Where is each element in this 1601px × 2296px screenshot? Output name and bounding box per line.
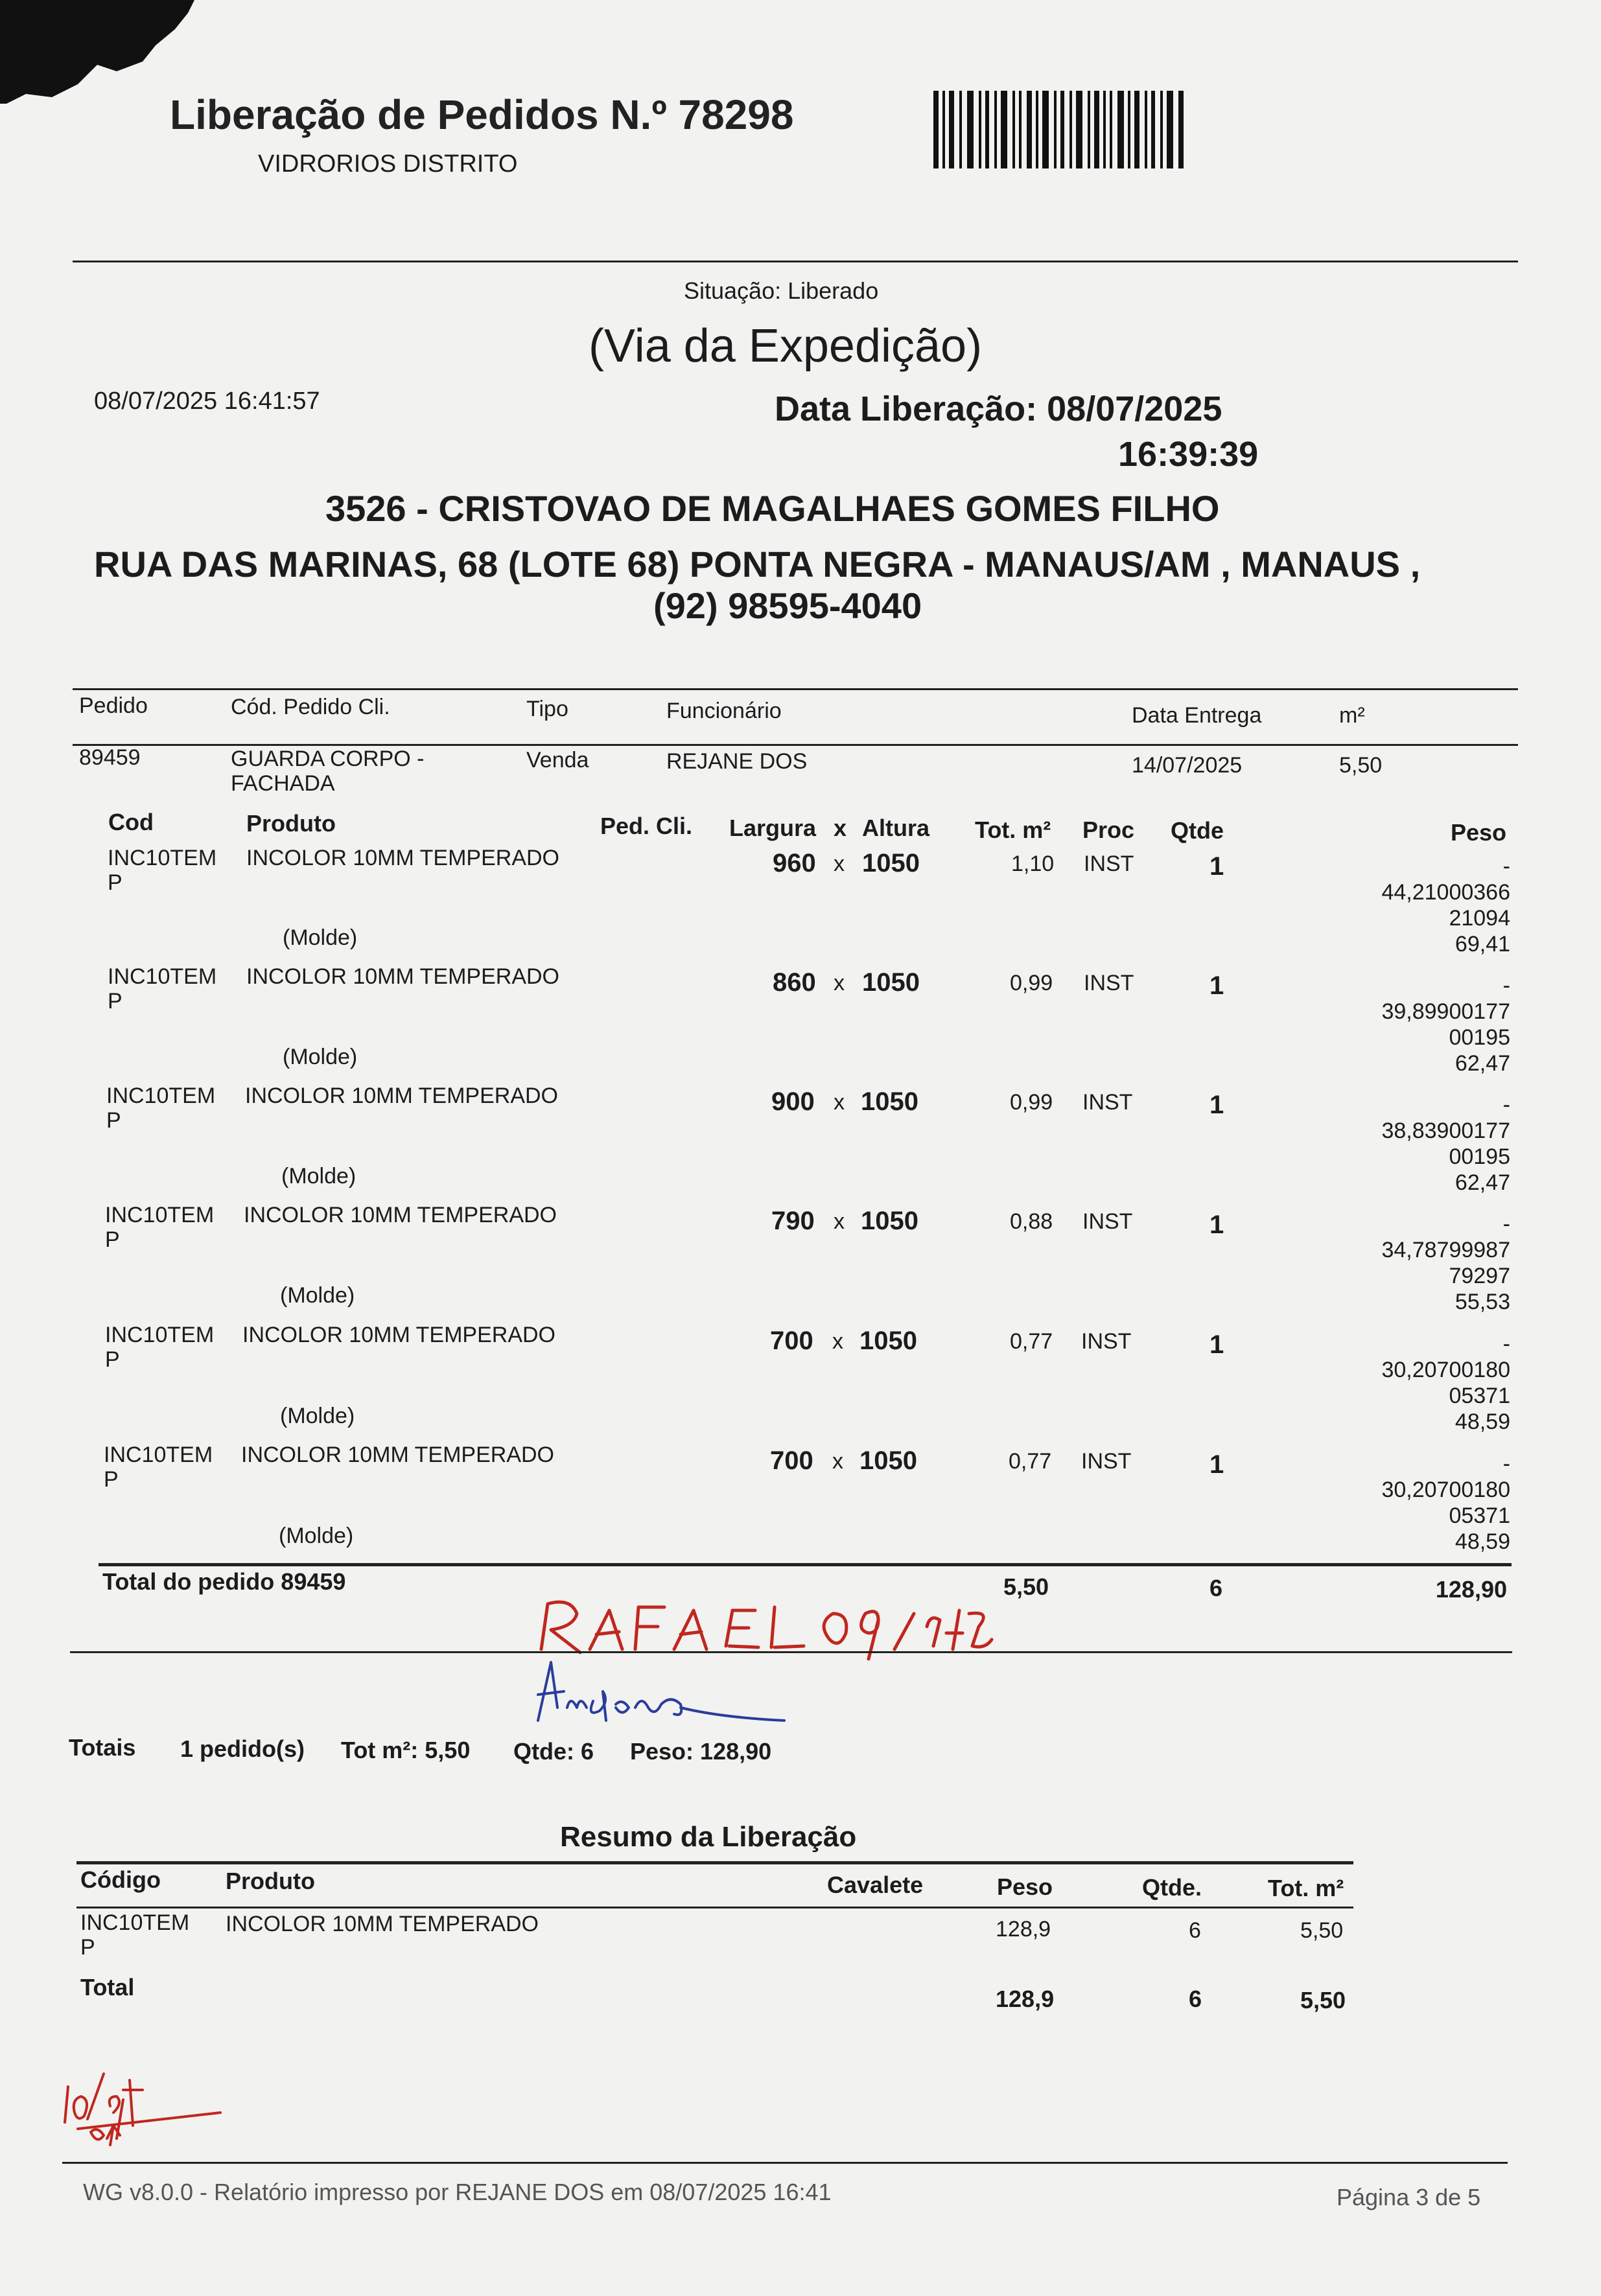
order-total-peso: 128,90 [1435,1576,1507,1603]
item-cod-line2: P [105,1227,120,1252]
footer-line [62,2162,1508,2164]
item-peso-line2: 79297 [1449,1264,1510,1288]
item-tot-m2: 0,77 [1010,1329,1053,1354]
handwritten-rafael-date [532,1588,998,1665]
summary-top-line [76,1861,1353,1864]
summary-total-qtde: 6 [1189,1986,1202,2012]
item-peso-dash: - [1502,973,1510,998]
item-peso-line3: 62,47 [1455,1170,1510,1195]
order-tipo: Venda [526,748,589,772]
summary-col-peso: Peso [997,1873,1053,1900]
page-title: Liberação de Pedidos N.º 78298 [170,91,794,138]
summary-col-codigo: Código [80,1866,161,1893]
item-cod-line1: INC10TEM [104,1443,213,1467]
items-col-produto: Produto [246,810,336,837]
company-name: VIDRORIOS DISTRITO [258,150,518,178]
client-address: RUA DAS MARINAS, 68 (LOTE 68) PONTA NEGRA - MANAUS/AM , MANAUS , [94,544,1421,585]
order-total-line [99,1563,1512,1566]
item-largura: 900 [771,1087,815,1116]
item-qtde: 1 [1210,1091,1224,1119]
item-cod-line1: INC10TEM [108,846,217,870]
summary-row-peso: 128,9 [996,1917,1051,1942]
item-produto: INCOLOR 10MM TEMPERADO [241,1443,555,1467]
order-number: 89459 [79,745,141,770]
item-cod-line2: P [104,1467,119,1492]
item-qtde: 1 [1210,1211,1224,1239]
totals-peso: Peso: 128,90 [630,1738,772,1765]
item-altura: 1050 [861,1087,918,1116]
item-qtde: 1 [1210,1450,1224,1479]
summary-row-qtde: 6 [1189,1918,1201,1943]
item-qtde: 1 [1210,971,1224,1000]
summary-total-label: Total [80,1974,135,2000]
item-peso-line2: 21094 [1449,906,1510,931]
item-largura: 860 [773,968,816,997]
barcode [933,91,1186,168]
summary-row-codigo-line1: INC10TEM [80,1910,190,1935]
item-peso-dash: - [1502,1332,1510,1356]
items-col-proc: Proc [1082,817,1135,843]
item-peso-line1: 34,78799987 [1381,1238,1510,1262]
item-tot-m2: 1,10 [1011,852,1055,876]
item-produto: INCOLOR 10MM TEMPERADO [242,1323,556,1347]
col-pedido: Pedido [79,693,148,718]
item-largura: 790 [771,1207,815,1235]
item-x: x [834,852,845,876]
header-divider [73,261,1518,262]
handwritten-check-note [52,2061,233,2151]
client-name: 3526 - CRISTOVAO DE MAGALHAES GOMES FILHO [325,488,1220,529]
item-peso-line1: 30,20700180 [1381,1478,1510,1502]
item-peso-line2: 05371 [1449,1384,1510,1408]
summary-row-codigo-line2: P [80,1935,95,1960]
item-peso-dash: - [1502,1212,1510,1236]
item-altura: 1050 [859,1327,917,1355]
item-proc: INST [1084,852,1134,876]
totals-m2: Tot m²: 5,50 [341,1737,471,1763]
summary-header-line [76,1907,1353,1908]
via-title: (Via da Expedição) [589,320,983,372]
item-altura: 1050 [859,1446,917,1475]
order-header-bottom-line [73,744,1518,746]
item-produto: INCOLOR 10MM TEMPERADO [246,846,560,870]
items-col-largura: Largura [729,815,817,841]
item-produto: INCOLOR 10MM TEMPERADO [244,1203,557,1227]
item-peso-line3: 55,53 [1455,1290,1510,1314]
print-datetime: 08/07/2025 16:41:57 [94,388,320,415]
totals-qtde: Qtde: 6 [513,1738,594,1765]
footer-printed-by: WG v8.0.0 - Relatório impresso por REJANE DOS em 08/07/2025 16:41 [83,2179,832,2205]
item-molde: (Molde) [283,925,358,950]
summary-col-tot-m2: Tot. m² [1268,1875,1344,1901]
item-x: x [832,1329,843,1354]
item-cod-line2: P [106,1108,121,1133]
torn-corner [0,0,194,104]
status-text: Situação: Liberado [684,277,879,304]
item-peso-line1: 38,83900177 [1381,1119,1510,1143]
totals-pedidos: 1 pedido(s) [180,1735,305,1762]
item-proc: INST [1082,1090,1133,1115]
handwriting-divider [70,1651,1512,1653]
item-tot-m2: 0,99 [1010,1090,1053,1115]
cod-pedido-cli-line2: FACHADA [231,771,335,796]
order-funcionario: REJANE DOS [666,749,808,774]
footer-page-number: Página 3 de 5 [1337,2184,1481,2210]
summary-title: Resumo da Liberação [560,1821,857,1853]
item-proc: INST [1081,1329,1132,1354]
cod-pedido-cli-line1: GUARDA CORPO - [231,747,425,771]
item-peso-line3: 62,47 [1455,1051,1510,1076]
item-peso-line1: 44,21000366 [1381,880,1510,905]
item-tot-m2: 0,99 [1010,971,1053,995]
item-qtde: 1 [1210,852,1224,881]
item-peso-line2: 00195 [1449,1144,1510,1169]
item-altura: 1050 [862,849,920,877]
item-proc: INST [1082,1209,1133,1234]
item-altura: 1050 [862,968,920,997]
item-altura: 1050 [861,1207,918,1235]
item-produto: INCOLOR 10MM TEMPERADO [246,964,560,989]
col-data-entrega: Data Entrega [1132,703,1262,728]
col-m2: m² [1339,703,1365,728]
item-cod-line1: INC10TEM [108,964,217,989]
release-date: Data Liberação: 08/07/2025 [775,389,1222,428]
order-header-top-line [73,688,1518,690]
order-total-qtde: 6 [1210,1575,1223,1601]
order-total-m2: 5,50 [1003,1573,1049,1600]
totals-label: Totais [69,1734,136,1761]
item-largura: 700 [770,1446,813,1475]
item-peso-line3: 48,59 [1455,1409,1510,1434]
item-proc: INST [1084,971,1134,995]
item-x: x [832,1449,843,1474]
item-peso-line3: 48,59 [1455,1529,1510,1554]
item-peso-line2: 00195 [1449,1025,1510,1050]
items-col-peso: Peso [1451,819,1507,846]
col-tipo: Tipo [526,697,568,721]
item-molde: (Molde) [280,1283,355,1308]
summary-col-qtde: Qtde. [1142,1874,1202,1901]
items-col-altura: Altura [862,815,930,841]
item-cod-line2: P [108,870,123,895]
col-funcionario: Funcionário [666,699,782,723]
summary-row-produto: INCOLOR 10MM TEMPERADO [226,1912,539,1936]
items-col-tot-m2: Tot. m² [975,817,1051,843]
item-x: x [834,1209,845,1234]
items-col-ped-cli: Ped. Cli. [600,813,693,839]
item-qtde: 1 [1210,1330,1224,1359]
items-col-cod: Cod [108,809,154,835]
item-cod-line2: P [105,1347,120,1372]
item-peso-line3: 69,41 [1455,932,1510,957]
item-cod-line1: INC10TEM [105,1323,215,1347]
item-cod-line2: P [108,989,123,1014]
col-cod-pedido-cli: Cód. Pedido Cli. [231,695,390,719]
item-x: x [834,1090,845,1115]
item-cod-line1: INC10TEM [105,1203,215,1227]
item-tot-m2: 0,77 [1009,1449,1052,1474]
client-phone: (92) 98595-4040 [653,585,922,626]
item-x: x [834,971,845,995]
item-peso-line1: 30,20700180 [1381,1358,1510,1382]
items-col-x: x [834,815,847,841]
item-molde: (Molde) [279,1524,354,1548]
summary-row-tot-m2: 5,50 [1300,1918,1344,1943]
item-molde: (Molde) [280,1404,355,1428]
summary-total-peso: 128,9 [996,1986,1055,2012]
item-peso-line1: 39,89900177 [1381,999,1510,1024]
item-molde: (Molde) [283,1045,358,1069]
order-m2: 5,50 [1339,753,1383,778]
summary-col-cavalete: Cavalete [827,1872,924,1898]
item-largura: 700 [770,1327,813,1355]
item-tot-m2: 0,88 [1010,1209,1053,1234]
item-molde: (Molde) [281,1164,356,1189]
order-data-entrega: 14/07/2025 [1132,753,1243,778]
order-total-label: Total do pedido 89459 [102,1568,346,1595]
item-peso-dash: - [1502,1452,1510,1476]
handwritten-signature [525,1656,797,1734]
summary-total-tot-m2: 5,50 [1300,1987,1346,2013]
release-time: 16:39:39 [1118,435,1259,474]
item-peso-dash: - [1502,1093,1510,1117]
item-proc: INST [1081,1449,1132,1474]
item-peso-line2: 05371 [1449,1503,1510,1528]
summary-col-produto: Produto [226,1868,315,1894]
item-cod-line1: INC10TEM [106,1084,216,1108]
items-col-qtde: Qtde [1171,817,1224,844]
item-peso-dash: - [1502,854,1510,879]
item-produto: INCOLOR 10MM TEMPERADO [245,1084,559,1108]
item-largura: 960 [773,849,816,877]
